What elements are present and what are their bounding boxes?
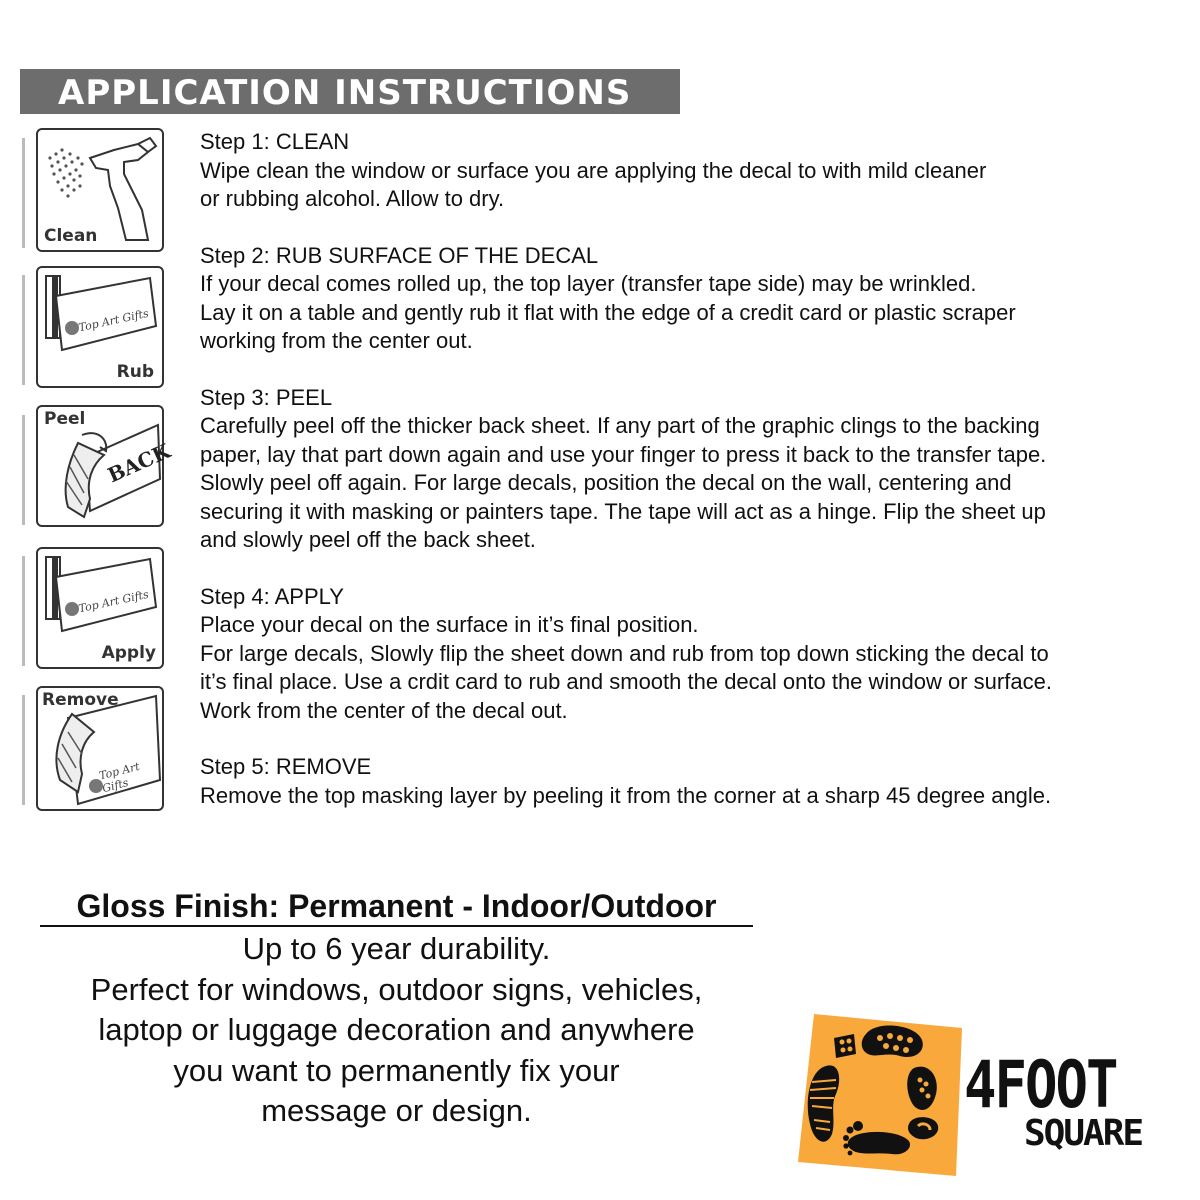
divider (22, 556, 25, 666)
remove-step-icon (36, 686, 164, 811)
apply-step-icon (36, 547, 164, 669)
step-line: Carefully peel off the thicker back sheet. If any part of the graphic clings to the backing (200, 413, 1040, 438)
apply-label: Apply (101, 643, 156, 663)
step-line: Lay it on a table and gently rub it flat with the edge of a credit card or plastic scraper (200, 299, 1016, 325)
brand-wordmark (964, 1046, 1174, 1154)
card-brand-text: Top Art Gifts (77, 306, 150, 335)
step-line: working from the center out. (200, 328, 473, 353)
step-line: and slowly peel off the back sheet. (200, 527, 536, 552)
step-title: Step 1: CLEAN (200, 129, 350, 154)
rub-step-icon (36, 266, 164, 388)
finish-line: message or design. (261, 1093, 532, 1128)
step-line: securing it with masking or painters tape. The tape will act as a hinge. Flip the sheet up (200, 498, 1046, 524)
step-title: Step 2: RUB SURFACE OF THE DECAL (200, 242, 599, 268)
step-line: it’s final place. Use a crdit card to rub and smooth the decal onto the window or surface. (200, 669, 1052, 694)
peel-sheet-label: BACK (103, 438, 174, 488)
step-line: Work from the center of the decal out. (200, 697, 568, 723)
peel-step-icon (36, 405, 174, 527)
peel-label: Peel (44, 409, 86, 429)
finish-description (40, 929, 753, 1132)
card-brand-text: Top Art Gifts (77, 587, 150, 616)
step-5 (200, 753, 1190, 810)
brand-logo (796, 1010, 1176, 1180)
step-line: or rubbing alcohol. Allow to dry. (200, 186, 505, 211)
step-line: Remove the top masking layer by peeling it from the corner at a sharp 45 degree angle. (200, 782, 1052, 808)
divider (22, 275, 25, 385)
header-title: APPLICATION INSTRUCTIONS (58, 73, 632, 113)
finish-title: Gloss Finish: Permanent - Indoor/Outdoor (40, 887, 753, 927)
footprints-logo-icon (796, 1010, 966, 1180)
card-brand-text: Top Art Gifts (97, 759, 141, 796)
step-3 (200, 384, 1190, 555)
step-title: Step 5: REMOVE (200, 754, 372, 779)
section-header (20, 69, 680, 114)
step-title: Step 4: APPLY (200, 583, 344, 609)
step-line: paper, lay that part down again and use your finger to press it back to the transfer tape. (200, 441, 1047, 467)
step-line: Wipe clean the window or surface you are applying the decal to with mild cleaner (200, 157, 987, 183)
finish-line: Perfect for windows, outdoor signs, vehicles, (90, 971, 703, 1007)
brand-line-1: 4FOOT (964, 1046, 1117, 1123)
divider (22, 695, 25, 805)
step-line: Place your decal on the surface in it’s final position. (200, 612, 699, 637)
step-2 (200, 242, 1190, 356)
instruction-steps (200, 128, 1190, 838)
clean-step-icon (36, 128, 164, 252)
clean-label: Clean (44, 226, 98, 246)
divider (22, 415, 25, 525)
step-line: If your decal comes rolled up, the top layer (transfer tape side) may be wrinkled. (200, 271, 977, 296)
step-title: Step 3: PEEL (200, 384, 333, 410)
step-line: Slowly peel off again. For large decals, position the decal on the wall, centering and (200, 470, 1012, 495)
step-1 (200, 128, 1190, 214)
step-line: For large decals, Slowly flip the sheet down and rub from top down sticking the decal to (200, 640, 1049, 666)
divider (22, 138, 25, 248)
finish-line: laptop or luggage decoration and anywhere (98, 1012, 695, 1047)
finish-line: Up to 6 year durability. (242, 931, 551, 966)
step-4 (200, 583, 1190, 726)
finish-info (40, 887, 753, 1132)
remove-label: Remove (42, 690, 119, 710)
finish-line: you want to permanently fix your (173, 1052, 620, 1088)
rub-label: Rub (116, 362, 154, 382)
brand-line-2: SQUARE (1024, 1113, 1143, 1154)
